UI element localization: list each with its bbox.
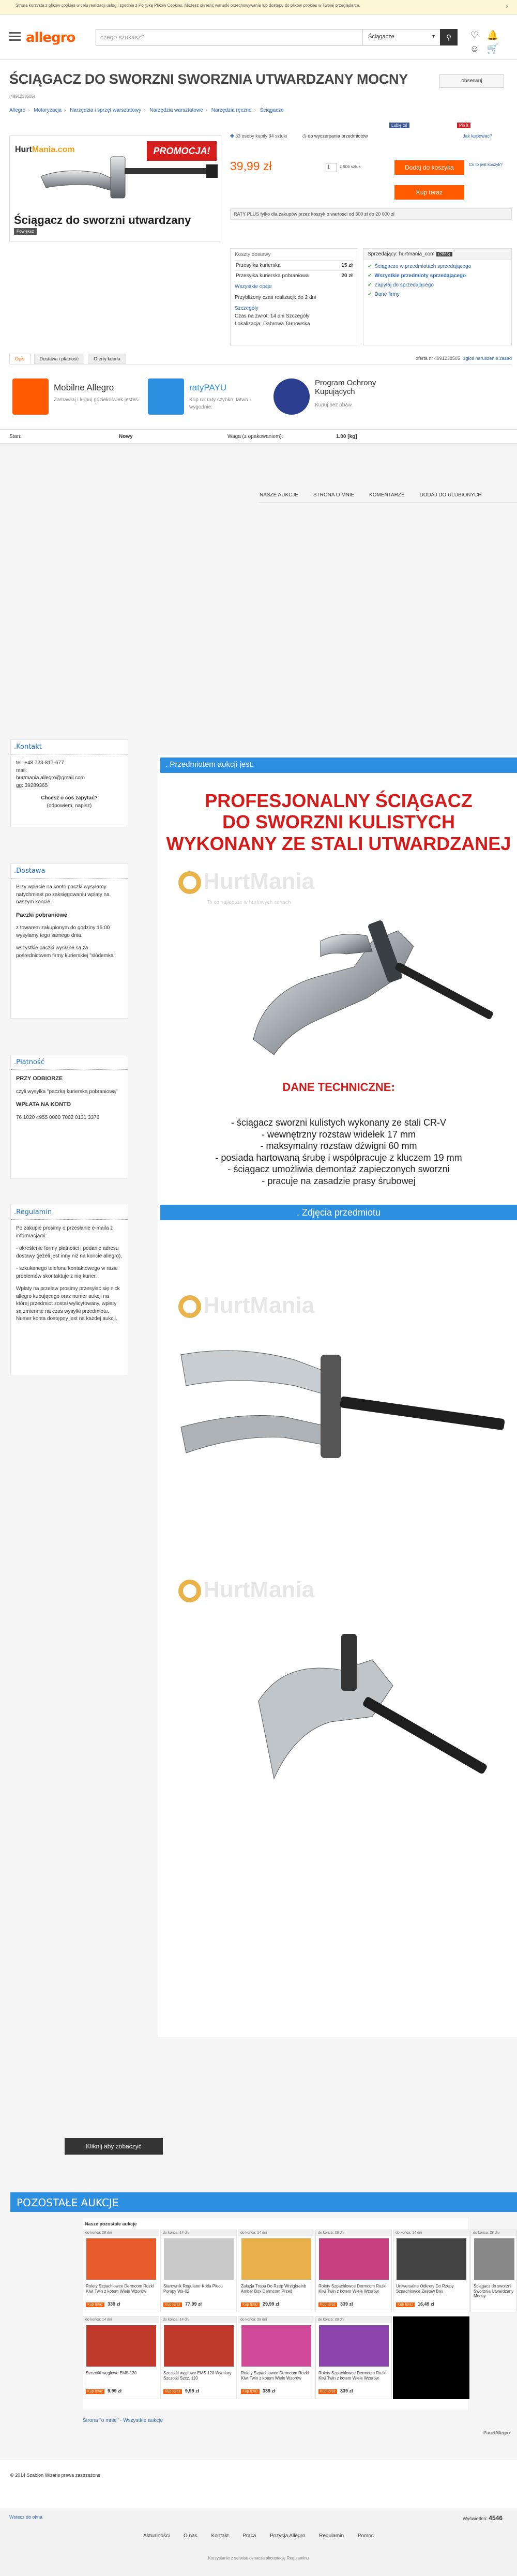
quantity-input[interactable]: 1	[326, 163, 337, 172]
check-icon: ✔	[368, 273, 372, 279]
search-bar	[96, 29, 458, 46]
email-link[interactable]: hurtmania.allegro@gmail.com	[16, 775, 85, 781]
specs-heading: DANE TECHNICZNE:	[282, 1081, 395, 1094]
add-to-cart-button[interactable]: Dodaj do koszyka	[394, 160, 464, 175]
cookie-bar	[0, 0, 517, 14]
breadcrumb-item[interactable]: Ściągacze	[260, 108, 284, 113]
param-stan-value: Nowy	[119, 434, 133, 440]
seller-link[interactable]: ✔ Wszystkie przedmioty sprzedającego	[368, 273, 466, 279]
seller-link[interactable]: ✔ Ściągacze w przedmiotach sprzedającego	[368, 264, 472, 269]
footer-link[interactable]: Pozycja Allegro	[270, 2533, 306, 2539]
auction-image	[241, 2238, 311, 2280]
auction-card[interactable]: do końca: 28 dni Ściągacz do sworzni Sworznia Utwardzany Mocny	[470, 2230, 517, 2312]
item-parameters	[0, 429, 517, 444]
allegro-icon	[12, 378, 49, 415]
shop-nav	[260, 492, 495, 498]
tool-photo-3	[238, 1629, 512, 1820]
how-to-buy-link[interactable]: Jak kupować?	[463, 133, 493, 139]
auction-image	[319, 2238, 389, 2280]
auction-card[interactable]: do końca: 28 dni Rolety Szpachlowce Dermcom Rozkl Kiwi Twin z kotem Wiele Wzorów Kup teraz 339 zł	[315, 2230, 392, 2312]
hurtmania-watermark: HurtMania	[178, 869, 314, 895]
param-stan-label: Stan:	[9, 434, 22, 440]
auction-card[interactable]: do końca: 14 dni Żaluzja Tropa Do Rzep Wrzigkrainb Amber Box Dermcom Przed Kup teraz 29,99 zł	[238, 2230, 314, 2312]
check-icon: ✔	[368, 292, 372, 297]
auction-card[interactable]: do końca: 14 dni Szczotki węglowe EMS 120 Kup teraz 9,99 zł	[83, 2316, 159, 2399]
footer-link[interactable]: Praca	[242, 2533, 256, 2539]
subject-bar: . Przedmiotem aukcji jest:	[160, 757, 517, 773]
facebook-like-button[interactable]: Lubię to!	[389, 123, 409, 128]
cart-info-link[interactable]: Co to jest koszyk?	[469, 162, 503, 167]
footer-link[interactable]: Pomoc	[357, 2533, 374, 2539]
delivery-table	[235, 260, 354, 281]
page-title: ŚCIĄGACZ DO SWORZNI SWORZNIA UTWARDZANY MOCNY	[9, 71, 408, 87]
search-icon: ⚲	[446, 33, 452, 41]
banner-title: ratyPAYU	[189, 383, 227, 392]
banner-title: Mobilne Allegro	[54, 383, 114, 392]
auction-card[interactable]: do końca: 14 dni Uniwersalne Odkrety Do Rzepy Szpachlowce Zestaw Box Kup teraz 16,49 zł	[393, 2230, 469, 2312]
pinterest-button[interactable]: Pin it	[457, 123, 470, 128]
footer-link[interactable]: O nas	[183, 2533, 197, 2539]
auction-image	[86, 2238, 156, 2280]
banner-subtitle: Kupuj bez obaw.	[315, 402, 353, 408]
banner-subtitle: Zamawiaj i kupuj gdziekolwiek jesteś.	[54, 397, 140, 403]
promo-banners	[9, 373, 512, 421]
show-more-button[interactable]: Kliknij aby zobaczyć	[65, 2138, 163, 2155]
cart-icon[interactable]: 🛒	[486, 43, 499, 54]
site-footer	[0, 2508, 517, 2576]
auction-image	[474, 2238, 514, 2280]
close-icon[interactable]: ×	[506, 4, 509, 10]
heart-icon[interactable]: ♡	[470, 30, 479, 40]
auction-card[interactable]: do końca: 28 dni Rolety Szpachlowce Dermcom Rozkl Kiwi Twin z kotem Wiele Wzorów Kup teraz 339 zł	[83, 2230, 159, 2312]
regulamin-title: .Regulamin	[11, 1205, 128, 1220]
hurtmania-watermark-3: HurtMania	[178, 1577, 314, 1603]
seller-link[interactable]: ✔ Dane firmy	[368, 292, 400, 297]
calculator-icon	[148, 378, 184, 415]
back-link[interactable]: Wstecz do okna	[9, 2514, 43, 2520]
platnosc-title: .Płatność	[11, 1055, 128, 1070]
hurtmania-watermark-2: HurtMania	[178, 1293, 314, 1319]
banner-title: Program Ochrony Kupujących	[315, 378, 376, 396]
table-row: Przesyłka kurierska 15 zł	[235, 261, 354, 271]
report-link[interactable]: zgłoś naruszenie zasad	[463, 356, 512, 361]
param-waga-value: 1.00 [kg]	[336, 434, 357, 440]
tab-dostawa[interactable]: Dostawa i płatność	[34, 354, 85, 364]
sold-count: ✚ 33 osoby kupiły 94 sztuki	[230, 133, 287, 139]
banner-raty[interactable]	[145, 373, 274, 421]
tab-oferty[interactable]: Oferty kupna	[88, 354, 126, 364]
category-select-value: Ściągacze	[368, 34, 394, 40]
plus-icon: ✚	[230, 133, 234, 139]
tool-photo-2	[165, 1324, 512, 1479]
photos-bar: . Zdjęcia przedmiotu	[160, 1205, 517, 1220]
brand-tagline: To co najlepsze w hurtowych cenach	[207, 900, 291, 905]
tool-photo-1	[243, 910, 512, 1075]
all-delivery-options-link[interactable]: Wszystkie opcje	[235, 284, 272, 290]
banner-subtitle: Kup na raty szybko, łatwo i wygodnie.	[189, 397, 251, 410]
shield-icon	[273, 378, 310, 415]
menu-icon[interactable]	[9, 32, 21, 41]
search-input[interactable]: czego szukasz?	[100, 34, 145, 41]
param-waga-label: Waga (z opakowaniem):	[227, 434, 283, 440]
seller-box	[363, 248, 512, 345]
footer-nav	[0, 2533, 517, 2539]
watch-button[interactable]: obserwuj	[439, 74, 504, 88]
seller-heading[interactable]: Sprzedający: hurtmania_com (2865)	[363, 249, 511, 260]
auction-image	[319, 2325, 389, 2367]
search-button[interactable]	[440, 29, 458, 46]
breadcrumb: Allegro › Motoryzacja › Narzędzia i sprzęt warsztatowy › Narzędzia warsztatowe › Narzędzia ręczne › Ściągacze	[9, 108, 284, 113]
price: 39,99 zł	[230, 159, 272, 173]
footer-link[interactable]: Regulamin	[319, 2533, 344, 2539]
other-auctions-heading: POZOSTAŁE AUKCJE	[10, 2192, 517, 2212]
copyright: © 2014 Szablon Wizaris prawa zastrzeżone	[10, 2473, 101, 2478]
check-icon: ✔	[368, 264, 372, 269]
banner-ochrona[interactable]	[270, 373, 410, 421]
dostawa-box: .Dostawa Przy wpłacie na konto paczki wysyłamy natychmiast po zaksięgowaniu wpłaty na naszym koncie. Paczki pobraniowe z towarem zakupionym do godziny 15:00 wysyłamy tego samego dnia. wszystkie paczki wysłane są za pośrednictwem firmy kurierskiej "siódemka"	[10, 863, 128, 1019]
zoom-button[interactable]: Powiększ	[14, 228, 37, 235]
delivery-heading: Koszty dostawy	[235, 252, 271, 257]
breadcrumb-item[interactable]: Allegro	[9, 108, 26, 113]
share-bar	[388, 123, 470, 128]
kontakt-box: .Kontakt tel: +48 723-817-677 mail: hurtmania.allegro@gmail.com gg: 39289365 Chcesz o coś zapytać? (odpowiem, napisz)	[10, 739, 128, 827]
clock-icon: ◷	[302, 133, 307, 139]
details-link[interactable]: Szczegóły	[235, 306, 258, 311]
description-tabs	[9, 354, 512, 365]
specs-list: - ściągacz sworzni kulistych wykonany ze stali CR-V - wewnętrzny rozstaw widełek 17 mm - maksymalny rozstaw dźwigni 60 mm - posiada hartowaną śrubę i współpracuje z kluczem 19 mm - ściągacz umożliwia demontaż zapieczonych sworzni - pracuje na zasadzie prasy śrubowej	[215, 1117, 462, 1186]
nav-nasze-aukcje[interactable]: NASZE AUKCJE	[260, 492, 299, 498]
nav-o-mnie[interactable]: STRONA O MNIE	[313, 492, 355, 498]
footer-link[interactable]: Aktualności	[143, 2533, 170, 2539]
breadcrumb-item[interactable]: Narzędzia i sprzęt warsztatowy	[70, 108, 142, 113]
footer-link[interactable]: Kontakt	[211, 2533, 229, 2539]
auction-image	[86, 2325, 156, 2367]
auction-image	[164, 2238, 234, 2280]
about-me-link[interactable]: Strona "o mnie" · Wszystkie aukcje	[83, 2418, 163, 2423]
quantity-info: z 906 sztuk	[340, 164, 361, 169]
seller-link[interactable]: ✔ Zapytaj do sprzedającego	[368, 282, 434, 288]
product-gallery[interactable]	[9, 135, 221, 241]
ask-question-link[interactable]: Chcesz o coś zapytać?	[41, 795, 98, 801]
delivery-details: Przybliżony czas realizacji: do 2 dni Szczegóły Czas na zwrot: 14 dni Szczegóły Lokalizacja: Dąbrowa Tarnowska	[235, 294, 354, 328]
footer-legal: Korzystanie z serwisu oznacza akceptację Regulaminu	[208, 2556, 309, 2560]
rataplus-info: RATY PLUS fylko dla zakupów przez koszyk o wartości od 300 zł do 20 000 zł	[230, 208, 512, 220]
check-icon: ✔	[368, 282, 372, 288]
empty-slot	[393, 2316, 469, 2399]
other-auctions-subtitle: Nasze pozostałe aukcje	[85, 2221, 137, 2226]
dostawa-title: .Dostawa	[11, 864, 128, 878]
availability: ◷ do wyczerpania przedmiotów	[302, 133, 368, 139]
breadcrumb-item[interactable]: Motoryzacja	[34, 108, 62, 113]
nav-komentarze[interactable]: KOMENTARZE	[369, 492, 405, 498]
gallery-caption: Ściągacz do sworzni utwardzany	[14, 214, 191, 226]
header-icons	[468, 30, 517, 57]
panel-allegro-link[interactable]: PanelAllegro	[483, 2430, 510, 2435]
site-header	[0, 14, 517, 60]
platnosc-box: .Płatność PRZY ODBIORZE czyli wysyłka "paczką kurierską pobraniową" WPŁATA NA KONTO 76 1020 4955 0000 7002 0131 3376	[10, 1055, 128, 1179]
auction-card[interactable]: do końca: 14 dni Starownik Regulator Kotła Piecu Pompy Ws-02 Kup teraz 77,99 zł	[160, 2230, 237, 2312]
category-select[interactable]	[362, 29, 440, 45]
banner-mobile[interactable]	[9, 373, 144, 421]
auction-image	[397, 2238, 466, 2280]
promo-badge: PROMOCJA!	[147, 141, 217, 161]
ball-joint-puller-image	[10, 136, 221, 214]
auction-card[interactable]: do końca: 28 dni Rolety Szpachlowce Dermcom Rozkl Kiwi Twin z kotem Wiele Wzorów Kup teraz 339 zł	[238, 2316, 314, 2399]
buy-now-button[interactable]: Kup teraz	[394, 185, 464, 200]
table-row: Przesyłka kurierska pobraniowa 20 zł	[235, 271, 354, 281]
cookie-text: Strona korzysta z plików cookies w celu realizacji usług i zgodnie z Polityką Plików Cookies. Możesz określić warunki przechowywania lub dostępu do plików cookies w Twojej przeglądarce.	[16, 3, 360, 8]
seller-rating-badge: (2865)	[436, 252, 452, 256]
other-auctions-grid	[83, 2218, 468, 2410]
breadcrumb-item[interactable]: Narzędzia warsztatowe	[149, 108, 203, 113]
auction-image	[241, 2325, 311, 2367]
auction-card[interactable]: do końca: 28 dni Rolety Szpachlowce Dermcom Rozkl Kiwi Twin z kotem Wiele Wzorów Kup teraz 339 zł	[315, 2316, 392, 2399]
hurtmania-logo: HurtMania.com	[15, 145, 75, 154]
chevron-down-icon: ▼	[431, 34, 436, 39]
kontakt-title: .Kontakt	[11, 740, 128, 754]
tab-opis[interactable]: Opis	[9, 354, 31, 364]
user-icon[interactable]: ☺	[469, 43, 480, 54]
views-counter: Wyświetleń: 4546	[462, 2514, 503, 2522]
regulamin-box: .Regulamin Po zakupie prosimy o przesłanie e-maila z informacjami: - określenie formy płatności i podanie adresu dostawy (jeżeli jest inny niż na koncie allegro), - szkukanego telefonu kontaktowego w razie problemów skontaktuje z nią kurier. Wpłaty na przelew prosimy przesyłać się nick allegro kupującego oraz numer aukcji na której przedmiot został wylicytowany, wpłaty są zmiennie na czas wysyłki przedmiotu. Numer konta dostępny jest na każdej aukcji.	[10, 1205, 128, 1375]
bell-icon[interactable]: 🔔	[486, 30, 499, 40]
auction-card[interactable]: do końca: 14 dni Szczotki węglowe EMS 120 Wymiary Szczotki Szcz. 110 Kup teraz 9,99 zł	[160, 2316, 237, 2399]
description-heading: PROFESJONALNY ŚCIĄGACZ DO SWORZNI KULISTYCH WYKONANY ZE STALI UTWARDZANEJ	[166, 790, 511, 854]
auction-image	[164, 2325, 234, 2367]
breadcrumb-item[interactable]: Narzędzia ręczne	[211, 108, 252, 113]
delivery-costs	[230, 248, 358, 345]
nav-ulubione[interactable]: DODAJ DO ULUBIONYCH	[419, 492, 482, 498]
allegro-logo[interactable]: allegro	[26, 30, 75, 46]
offer-number: oferta nr 4991238505 zgłoś naruszenie zasad	[415, 356, 512, 361]
item-number: (4991238505)	[9, 94, 35, 99]
